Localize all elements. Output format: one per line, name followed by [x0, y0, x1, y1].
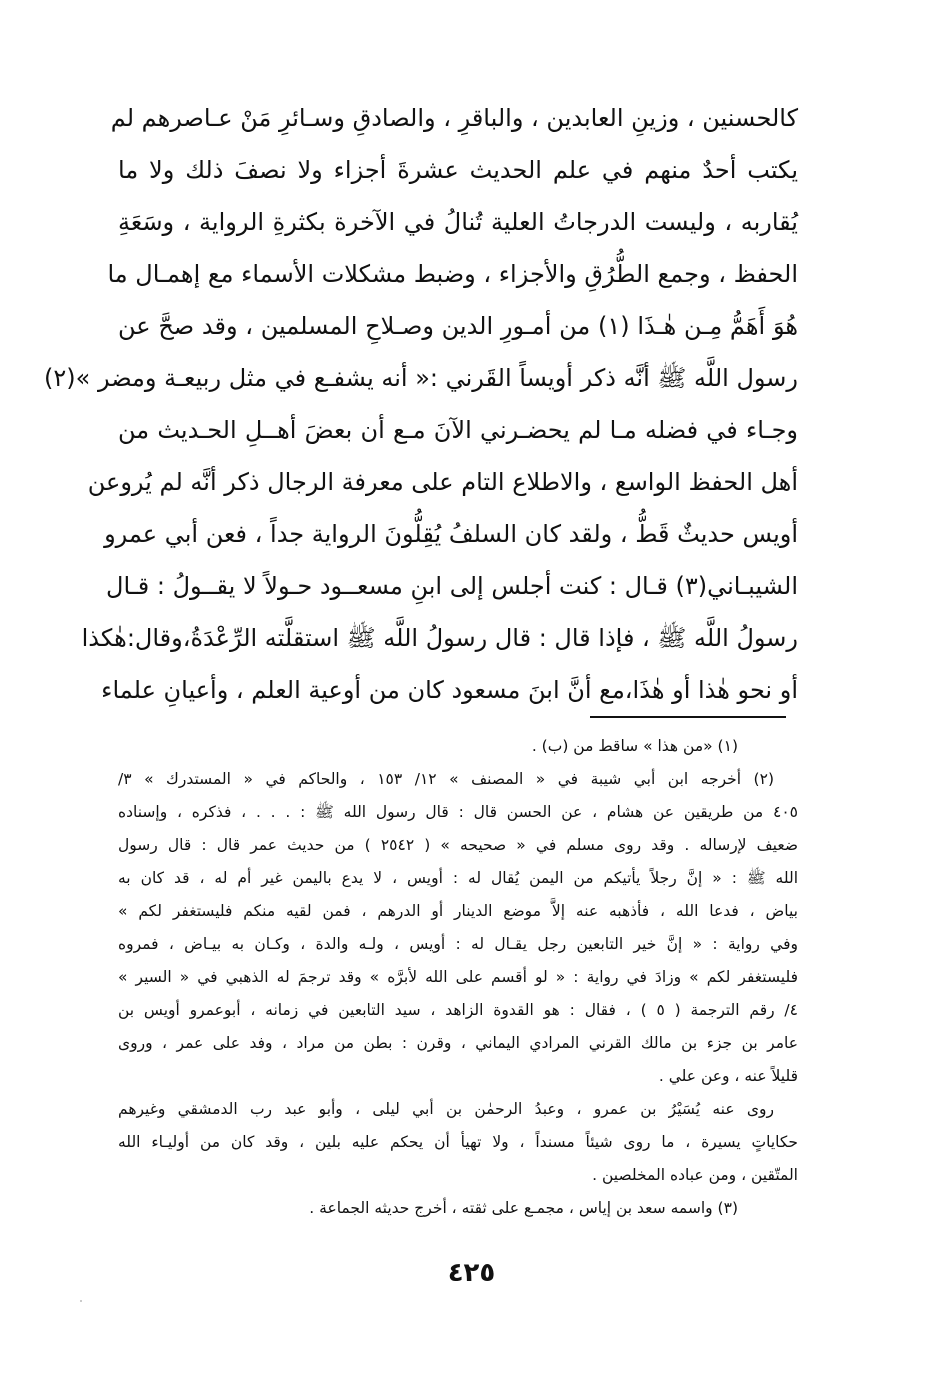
main-text-block	[44, 92, 798, 716]
footnote-divider	[590, 716, 786, 718]
footnote-line: (١) «من هذا » ساقط من (ب) .	[531, 737, 738, 755]
footnote-line: حكاياتٍ يسيرة ، ما روى شيئاً مسنداً ، ولا تهيأ أن يحكم عليه بلين ، وقد كان من أوليـاء الله	[118, 1133, 798, 1151]
main-text-line: هُوَ أَهَمُّ مِـن هٰـذَا (١) من أمـورِ الدين وصـلاحِ المسلمين ، وقد صحَّ عن	[118, 312, 798, 340]
footnote-line: (٣) واسمه سعد بن إياس ، مجمـع على ثقته ، أخرج حديثه الجماعة .	[309, 1199, 738, 1217]
main-text-line: أو نحو هٰذا أو هٰذَا،مع أنَّ ابنَ مسعود كان من أوعية العلم ، وأعيانِ علماء	[101, 676, 798, 704]
scan-speck	[80, 1300, 82, 1302]
main-text-line: رسول اللَّه ﷺ أنَّه ذكر أويساً القَرني :« أنه يشفـع في مثل ربيعـة ومضر »(٢)	[44, 364, 798, 392]
footnote-line: وفي رواية : « إنَّ خير التابعين رجل يقـال له : أويس ، ولـه والدة ، وكـان به بيـاض ، فمروه	[118, 935, 798, 953]
footnote-line: قليلاً عنه ، وعن علي .	[658, 1067, 798, 1085]
footnote-line: المتّقين ، ومن عباده المخلصين .	[592, 1166, 798, 1184]
footnote-line: عامر بن جزء بن مالك القرني المرادي اليماني ، وقرن : بطن من مراد ، وفد على عمر ، وروى	[118, 1034, 798, 1052]
footnote-line: روى عنه يُسَيْرُ بن عمرو ، وعبدُ الرحمٰن بن أبي ليلى ، وأبو عبد رب الدمشقي وغيرهم	[118, 1100, 774, 1118]
footnote-line: ٤/ رقم الترجمة ( ٥ ) ، فقال : هو القدوة الزاهد ، سيد التابعين في زمانه ، أبوعمرو أويس بن	[118, 1001, 798, 1019]
main-text-line: أويس حديثٌ قَطُّ ، ولقد كان السلفُ يُقِلُّونَ الرواية جداً ، فعن أبي عمرو	[104, 520, 798, 548]
main-text-line: يُقاربه ، وليست الدرجاتُ العلية تُنالُ في الآخرة بكثرةِ الرواية ، وسَعَةِ	[118, 208, 798, 236]
main-text-line: وجـاء في فضله مـا لم يحضـرني الآنَ مـع أن بعضَ أهــلِ الحـديث من	[118, 416, 798, 444]
main-text-line: يكتب أحدٌ منهم في علم الحديث عشرةَ أجزاء ولا نصفَ ذلك ولا ما	[118, 156, 798, 184]
main-text-line: رسولُ اللَّه ﷺ ، فإذا قال : قال رسولُ اللَّه ﷺ استقلَّته الرِّعْدَةُ،وقال:هٰكذا	[81, 624, 798, 652]
footnote-line: فليستغفر لكم » وزادَ في رواية : « لو أقسم على الله لأبرَّه » وقد ترجمَ له الذهبي في « السير »	[118, 968, 798, 986]
main-text-line: الشيبـاني(٣) قـال : كنت أجلس إلى ابنِ مسعــود حـولاً لا يقــولُ : قـال	[106, 572, 798, 600]
footnote-line: ٤٠٥ من طريقين عن هشام ، عن الحسن قال : قال رسول الله ﷺ : . . . ، فذكره ، وإسناده	[118, 803, 798, 821]
footnote-line: (٢) أخرجه ابن أبي شيبة في « المصنف » ١٢/ ١٥٣ ، والحاكم في « المستدرك » ٣/	[118, 770, 774, 788]
footnote-line: الله ﷺ : « إنَّ رجلاً يأتيكم من اليمن يُقال له : أويس ، لا يدع باليمن غير أم له ، قد كان به	[118, 869, 798, 887]
footnote-line: بياض ، فدعا الله ، فأذهبه عنه إلاَّ موضع الدينار أو الدرهم ، فمن لقيه منكم فليستغفر لكم »	[118, 902, 798, 920]
main-text-line: أهل الحفظ الواسع ، والاطلاع التام على معرفة الرجال ذكر أنَّه لم يُروعن	[87, 468, 798, 496]
main-text-line: الحفظ ، وجمع الطُّرُقِ والأجزاء ، وضبط مشكلات الأسماء مع إهمـال ما	[107, 260, 798, 288]
page-number: ٤٢٥	[447, 1258, 496, 1288]
footnote-line: ضعيف لإرساله . وقد روى مسلم في « صحيحه » ( ٢٥٤٢ ) من حديث عمر قال : قال رسول	[118, 836, 798, 854]
main-text-line: كالحسنين ، وزينِ العابدين ، والباقرِ ، والصادقِ وسـائرِ مَنْ عـاصرهم لم	[110, 104, 798, 132]
footnotes-block	[118, 730, 798, 1225]
